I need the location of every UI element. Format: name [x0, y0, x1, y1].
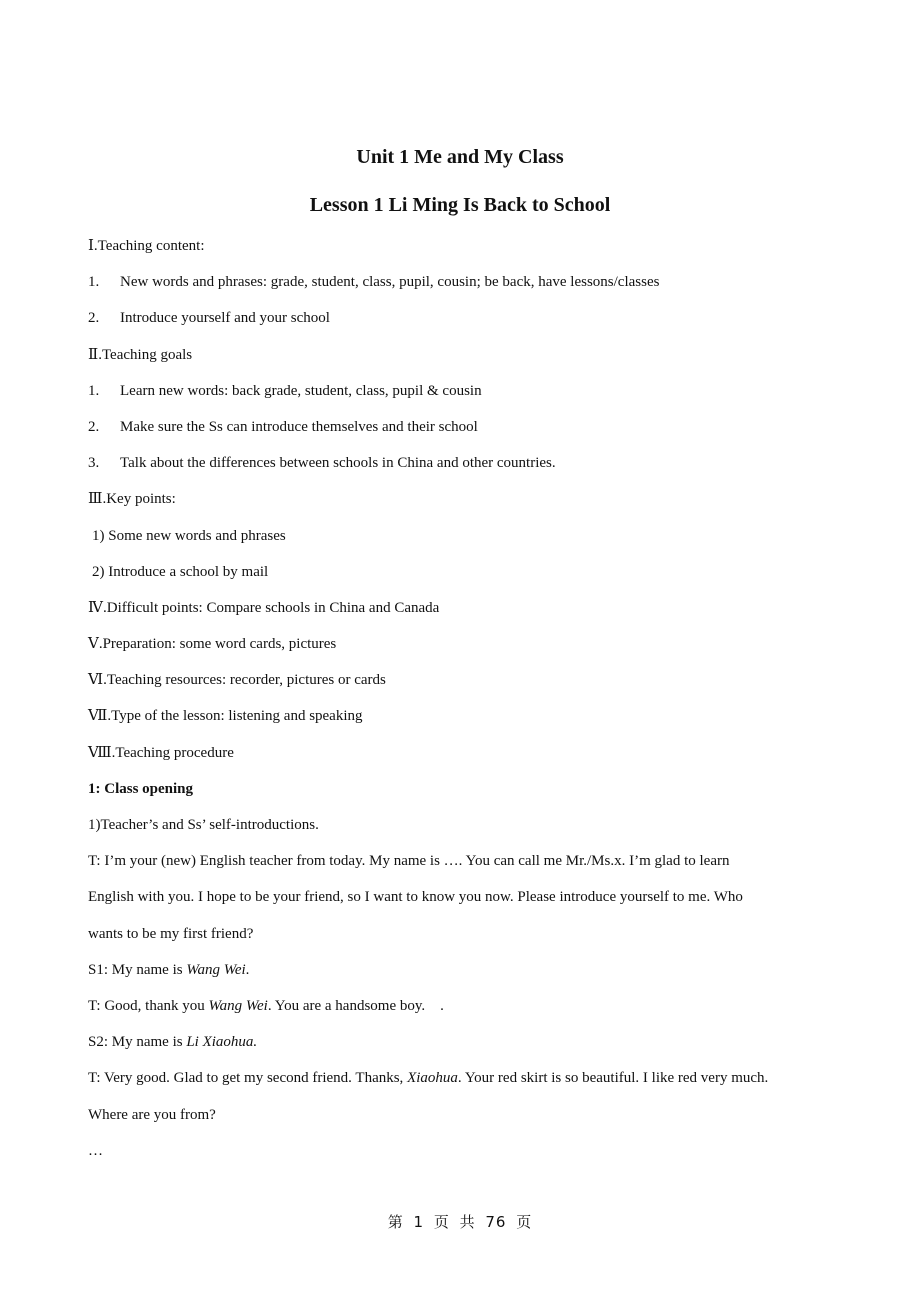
student-name: Wang Wei	[186, 961, 246, 978]
unit-title: Unit 1 Me and My Class	[356, 146, 564, 168]
key-points-heading: Ⅲ.Key points:	[88, 491, 176, 508]
student-name: Xiaohua	[407, 1070, 458, 1087]
preparation: Ⅴ.Preparation: some word cards, pictures	[88, 636, 337, 653]
list-text: Learn new words: back grade, student, class, pupil & cousin	[120, 382, 482, 399]
teacher-line: wants to be my first friend?	[88, 925, 254, 942]
list-number: 1.	[88, 382, 100, 399]
list-text: New words and phrases: grade, student, class, pupil, cousin; be back, have lessons/classes	[120, 274, 660, 291]
lesson-title: Lesson 1 Li Ming Is Back to School	[309, 194, 611, 216]
list-item	[88, 271, 848, 307]
list-number: 2.	[88, 310, 100, 327]
ellipsis: …	[88, 1142, 103, 1159]
dialogue-text: T: Very good. Glad to get my second friend. Thanks,	[88, 1070, 408, 1087]
student-name: Wang Wei	[208, 997, 268, 1014]
dialogue-text: S2: My name is	[88, 1034, 187, 1051]
dialogue-text: . Your red skirt is so beautiful. I like red very much.	[457, 1070, 769, 1087]
self-introductions-heading: 1)Teacher’s and Ss’ self-introductions.	[88, 817, 319, 833]
teaching-goals-heading: Ⅱ.Teaching goals	[88, 346, 193, 363]
teaching-content-heading: Ⅰ.Teaching content:	[88, 238, 205, 254]
lesson-type: Ⅶ.Type of the lesson: listening and speaking	[88, 708, 363, 725]
teacher-line	[88, 995, 848, 1031]
list-text: Talk about the differences between schools in China and other countries.	[120, 455, 556, 472]
list-text: Introduce yourself and your school	[120, 310, 330, 327]
student-line	[88, 1031, 848, 1067]
key-point-item: 2) Introduce a school by mail	[92, 563, 269, 580]
student-name: Li Xiaohua.	[186, 1034, 258, 1051]
list-number: 1.	[88, 274, 100, 291]
list-number: 3.	[88, 455, 100, 472]
key-point-item: 1) Some new words and phrases	[92, 527, 286, 544]
dialogue-text: S1: My name is	[88, 961, 187, 978]
teacher-line	[88, 1067, 848, 1103]
difficult-points: Ⅳ.Difficult points: Compare schools in China and Canada	[88, 599, 440, 616]
teaching-resources: Ⅵ.Teaching resources: recorder, pictures or cards	[88, 672, 386, 689]
list-text: Make sure the Ss can introduce themselves and their school	[120, 418, 478, 435]
list-item	[88, 380, 848, 416]
teacher-line: English with you. I hope to be your friend, so I want to know you now. Please introduce yourself to me. Who	[88, 889, 743, 906]
list-item	[88, 307, 848, 343]
student-line	[88, 959, 848, 995]
dialogue-text: T: Good, thank you	[88, 997, 209, 1014]
teaching-procedure-heading: Ⅷ.Teaching procedure	[88, 744, 234, 761]
list-number: 2.	[88, 418, 100, 435]
document-body	[88, 235, 848, 1176]
list-item	[88, 452, 848, 488]
dialogue-text: . You are a handsome boy. .	[267, 997, 444, 1014]
teacher-line: Where are you from?	[88, 1106, 216, 1123]
class-opening-heading: 1: Class opening	[88, 780, 194, 797]
list-item	[88, 416, 848, 452]
teacher-line: T: I’m your (new) English teacher from today. My name is …. You can call me Mr./Ms.x. I’m glad to learn	[88, 853, 730, 870]
page-number-footer: 第 1 页 共 76 页	[387, 1213, 533, 1231]
dialogue-text: .	[245, 961, 250, 978]
